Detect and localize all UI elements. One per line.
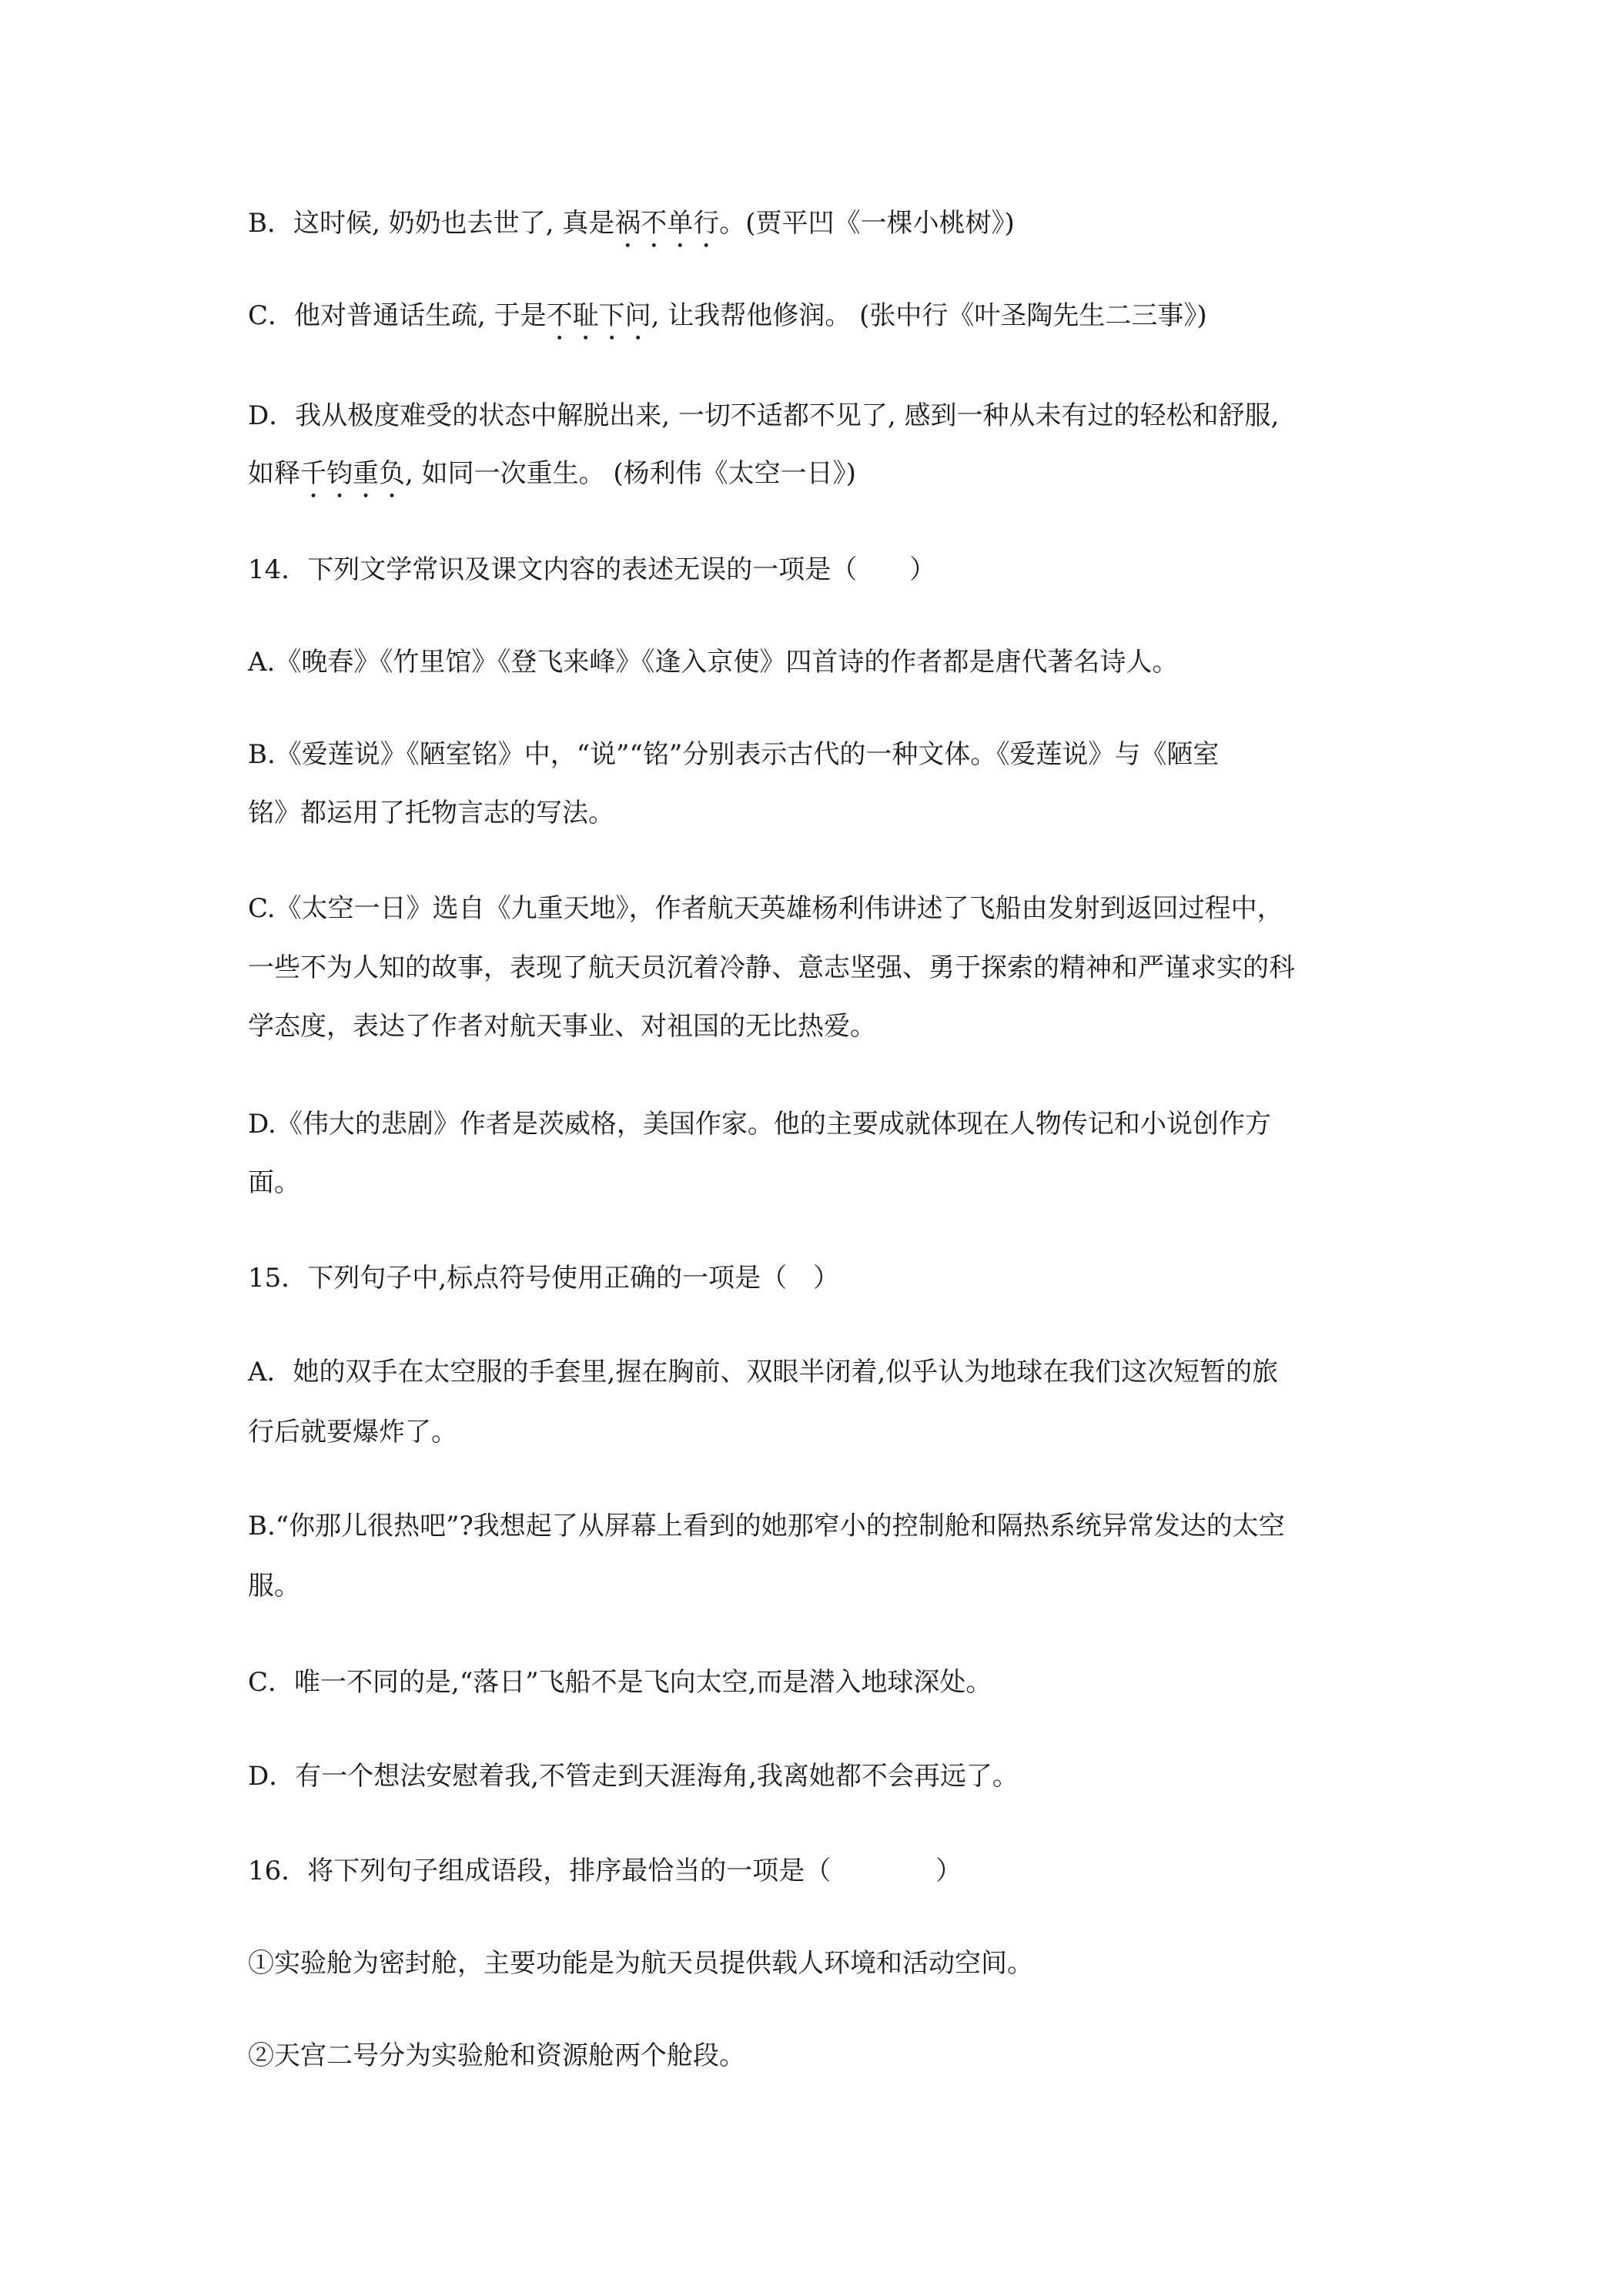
q13-option-d-emphasis: 千钧重负: [300, 458, 405, 489]
q13-option-d-line2: [248, 458, 856, 504]
q15-stem: 15．下列句子中,标点符号使用正确的一项是（ ）: [248, 1263, 840, 1294]
q16-sentence-1: ①实验舱为密封舱，主要功能是为航天员提供载人环境和活动空间。: [248, 1948, 1033, 1979]
q14-option-c-line3: 学态度，表达了作者对航天事业、对祖国的无比热爱。: [248, 1011, 876, 1042]
q13-option-d-text: 如释: [248, 458, 300, 489]
q15-option-b-line1: B.“你那儿很热吧”?我想起了从屏幕上看到的她那窄小的控制舱和隔热系统异常发达的太空: [248, 1511, 1285, 1541]
q13-option-b-emphasis: 祸不单行: [614, 208, 720, 239]
q16-stem: 16．将下列句子组成语段，排序最恰当的一项是（ ）: [248, 1856, 962, 1886]
q14-option-b-line2: 铭》都运用了托物言志的写法。: [248, 798, 614, 828]
q15-option-a-line1: A．她的双手在太空服的手套里,握在胸前、双眼半闭着,似乎认为地球在我们这次短暂的旅: [248, 1357, 1279, 1387]
q14-option-c-line2: 一些不为人知的故事，表现了航天员沉着冷静、意志坚强、勇于探索的精神和严谨求实的科: [248, 952, 1295, 983]
q15-option-b-line2: 服。: [248, 1571, 300, 1602]
q14-option-b-line1: B.《爱莲说》《陋室铭》中，“说”“铭”分别表示古代的一种文体。《爱莲说》与《陋室: [248, 739, 1220, 770]
q14-stem: 14．下列文学常识及课文内容的表述无误的一项是（ ）: [248, 554, 936, 585]
q16-sentence-2: ②天宫二号分为实验舱和资源舱两个舱段。: [248, 2040, 745, 2071]
q13-option-b-text: B．这时候, 奶奶也去世了, 真是: [248, 208, 615, 239]
q15-option-d: D．有一个想法安慰着我,不管走到天涯海角,我离她都不会再远了。: [248, 1761, 1019, 1792]
q15-option-a-line2: 行后就要爆炸了。: [248, 1417, 457, 1448]
q13-option-c: [248, 300, 1207, 346]
q13-option-c-text: C．他对普通话生疏, 于是: [248, 300, 547, 331]
q13-option-d-line1: D．我从极度难受的状态中解脱出来, 一切不适都不见了, 感到一种从未有过的轻松和舒服,: [248, 400, 1280, 431]
q14-option-a: A.《晚春》《竹里馆》《登飞来峰》《逢入京使》四首诗的作者都是唐代著名诗人。: [248, 647, 1179, 678]
q13-option-b: [248, 208, 1015, 254]
q13-option-d-source: , 如同一次重生。 (杨利伟《太空一日》): [405, 458, 856, 489]
q13-option-c-emphasis: 不耻下问: [546, 300, 651, 331]
q13-option-b-source: 。(贾平凹《一棵小桃树》): [719, 208, 1015, 239]
q14-option-d-line1: D.《伟大的悲剧》作者是茨威格，美国作家。他的主要成就体现在人物传记和小说创作方: [248, 1109, 1271, 1140]
q14-option-d-line2: 面。: [248, 1167, 300, 1198]
q14-option-c-line1: C.《太空一日》选自《九重天地》，作者航天英雄杨利伟讲述了飞船由发射到返回过程中，: [248, 893, 1283, 924]
q13-option-c-source: , 让我帮他修润。 (张中行《叶圣陶先生二三事》): [651, 300, 1207, 331]
q15-option-c: C．唯一不同的是,“落日”飞船不是飞向太空,而是潜入地球深处。: [248, 1667, 992, 1698]
